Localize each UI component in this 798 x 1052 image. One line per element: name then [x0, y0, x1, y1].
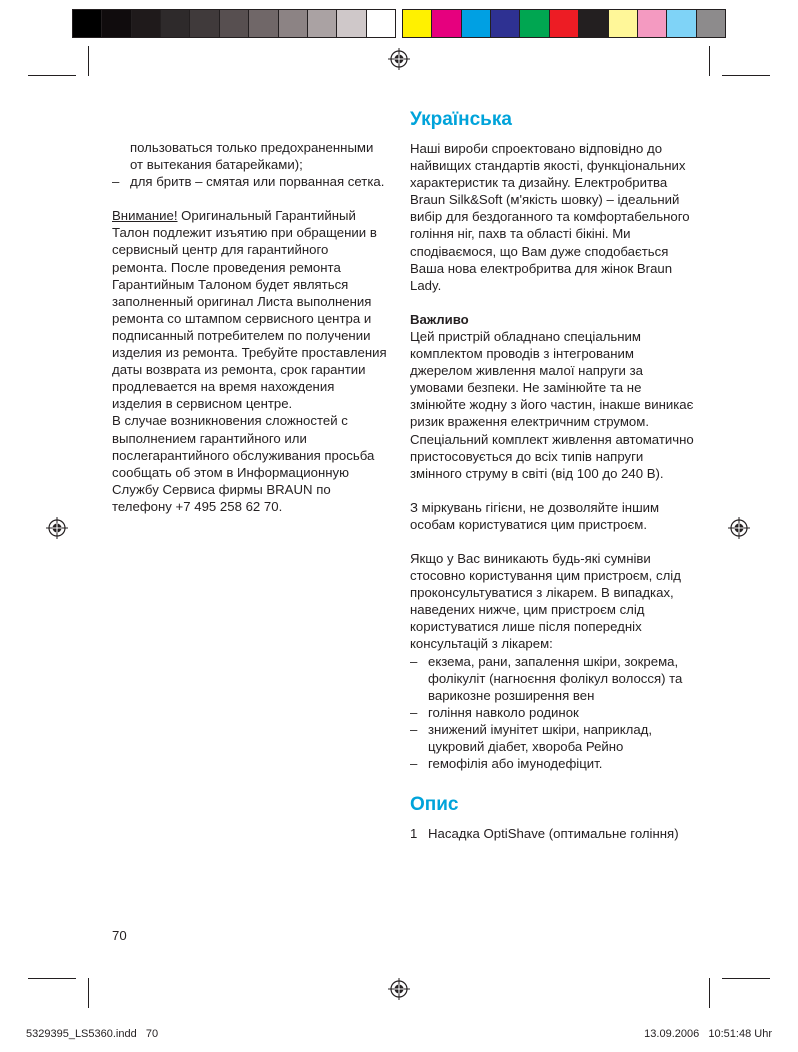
warranty-paragraph — [112, 207, 387, 412]
dash-bullet: – — [410, 704, 418, 720]
grayscale-color-bar — [72, 9, 396, 38]
right-column — [410, 107, 698, 842]
list-item — [410, 825, 698, 842]
dash-bullet: – — [410, 721, 418, 737]
process-color-bar — [402, 9, 726, 38]
contraindications-list — [410, 653, 698, 773]
crop-mark — [722, 978, 770, 979]
list-item — [410, 721, 698, 755]
list-item-text: для бритв – смятая или порванная сетка. — [130, 174, 385, 190]
list-item-text: екзема, рани, запалення шкіри, зокрема, фолікуліт (нагноєння фолікул волосся) та варикозне розширення вен — [428, 653, 683, 703]
left-dash-list — [112, 139, 387, 190]
color-swatch — [550, 10, 579, 37]
crop-mark — [88, 46, 89, 76]
important-heading: Важливо — [410, 311, 469, 327]
warning-label: Внимание! — [112, 208, 178, 224]
section-heading-ukrainian: Українська — [410, 109, 512, 130]
color-swatch — [403, 10, 432, 37]
color-swatch — [102, 10, 131, 37]
color-swatch — [638, 10, 667, 37]
color-swatch — [609, 10, 638, 37]
color-swatch — [220, 10, 249, 37]
color-swatch — [491, 10, 520, 37]
color-swatch — [697, 10, 725, 37]
color-swatch — [432, 10, 461, 37]
color-swatch — [279, 10, 308, 37]
color-swatch — [462, 10, 491, 37]
list-item-text: Насадка OptiShave (оптимальне гоління) — [428, 826, 679, 842]
left-column — [112, 139, 387, 515]
color-swatch — [367, 10, 395, 37]
important-paragraph-1: Цей пристрій обладнано спеціальним комплектом проводів з інтегрованим джерелом живлення малої напруги за умовами безпеки. Не замінюйте та не змінюйте жодну з його частин, інакше виникає ризик враження електричним струмом. — [410, 328, 694, 430]
list-item-text: гоління навколо родинок — [428, 704, 579, 720]
intro-paragraph: Наші вироби спроектовано відповідно до найвищих стандартів якості, функціональних характеристик та дизайну. Електробритва Braun Silk&Soft (м'якість шовку) – ідеальний вибір для бездоганного та комфортабельного гоління ніг, пахв та області бікіні. Ми сподіваємося, що Вам дуже сподобається Ваша нова електробритва для жінок Braun Lady. — [410, 141, 690, 293]
color-swatch — [161, 10, 190, 37]
crop-mark — [709, 978, 710, 1008]
crop-mark — [28, 75, 76, 76]
page-number: 70 — [112, 928, 127, 943]
list-item-text: пользоваться только предохраненными от вытекания батарейками); — [130, 140, 374, 173]
registration-mark-icon — [388, 48, 410, 70]
color-swatch — [520, 10, 549, 37]
color-swatch — [308, 10, 337, 37]
dash-bullet: – — [410, 756, 418, 772]
color-swatch — [190, 10, 219, 37]
dash-bullet: – — [112, 174, 120, 190]
crop-mark — [88, 978, 89, 1008]
hygiene-paragraph: З міркувань гігієни, не дозволяйте іншим особам користуватися цим пристроєм. — [410, 499, 660, 532]
color-swatch — [667, 10, 696, 37]
list-item-text: гемофілія або імунодефіцит. — [428, 756, 603, 772]
list-item — [112, 139, 387, 173]
list-item — [410, 653, 698, 704]
color-swatch — [132, 10, 161, 37]
item-number: 1 — [410, 826, 418, 842]
registration-mark-icon — [388, 978, 410, 1000]
footer-file-name: 5329395_LS5360.indd 70 — [26, 1028, 159, 1040]
section-heading-description: Опис — [410, 794, 459, 816]
service-contact-paragraph: В случае возникновения сложностей с выполнением гарантийного или послегарантийного обслуживания просьба сообщать об этом в Информационную Службу Сервиса фирмы BRAUN по телефону +7 495 258 62 70. — [112, 413, 375, 514]
crop-mark — [709, 46, 710, 76]
list-item — [410, 755, 698, 772]
crop-mark — [28, 978, 76, 979]
important-paragraph-2: Спеціальний комплект живлення автоматично пристосовується до всіх типів напруги змінного струму в світі (від 100 до 240 В). — [410, 431, 694, 481]
list-item — [112, 173, 387, 190]
color-swatch — [73, 10, 102, 37]
warning-text: Оригинальный Гарантийный Талон подлежит изъятию при обращении в сервисный центр для гарантийного ремонта. После проведения ремонта Гарантийным Талоном будет являться заполненный оригинал Листа выполнения ремонта со штампом сервисного центра и подписанный потребителем по получении изделия из ремонта. Требуйте проставления даты возврата из ремонта, срок гарантии продлевается на время нахождения изделия в сервисном центре. — [112, 208, 387, 412]
footer-timestamp: 13.09.2006 10:51:48 Uhr — [644, 1028, 772, 1040]
doubt-paragraph: Якщо у Вас виникають будь-які сумніви стосовно користування цим пристроєм, слід проконсультуватися з лікарем. В випадках, наведених нижче, цим пристроєм слід користуватися лише після попередніх консультацій з лікарем: — [410, 550, 681, 652]
color-swatch — [249, 10, 278, 37]
description-list — [410, 825, 698, 842]
color-swatch — [337, 10, 366, 37]
registration-mark-icon — [728, 517, 750, 539]
dash-bullet: – — [410, 653, 418, 669]
list-item-text: знижений імунітет шкіри, наприклад, цукровий діабет, хвороба Рейно — [428, 721, 653, 754]
list-item — [410, 704, 698, 721]
registration-mark-icon — [46, 517, 68, 539]
color-swatch — [579, 10, 608, 37]
crop-mark — [722, 75, 770, 76]
